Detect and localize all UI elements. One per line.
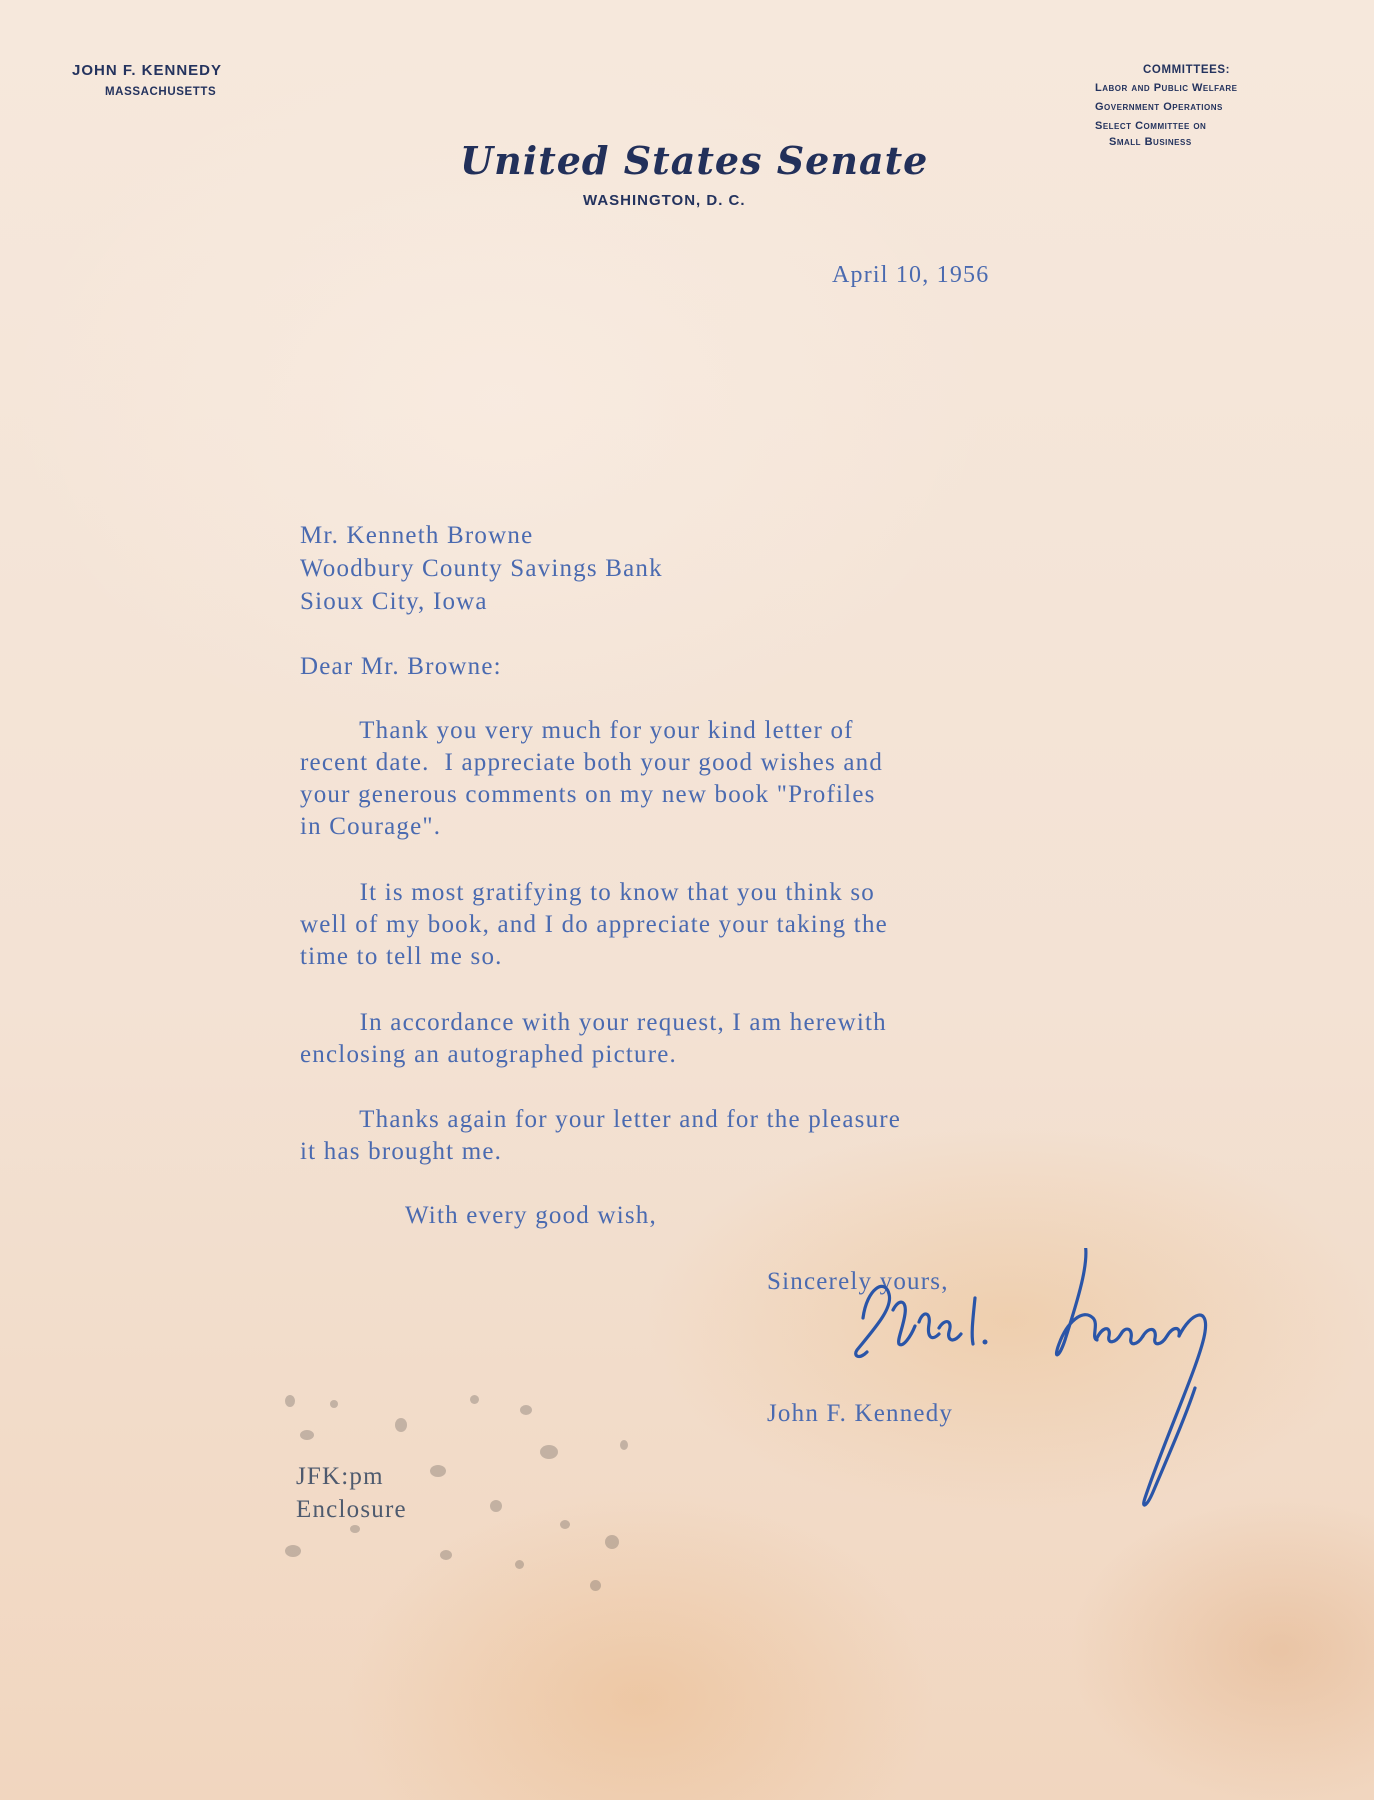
body-line: In accordance with your request, I am herewith: [300, 1009, 887, 1036]
body-line: well of my book, and I do appreciate your taking the: [300, 911, 888, 938]
body-line: Thank you very much for your kind letter of: [300, 717, 854, 744]
body-line: time to tell me so.: [300, 943, 503, 970]
complimentary-close: Sincerely yours,: [767, 1268, 949, 1295]
sender-state: MASSACHUSETTS: [105, 86, 217, 98]
committee-item: Small Business: [1109, 136, 1192, 148]
recipient-organization: Woodbury County Savings Bank: [300, 555, 663, 582]
reference-initials: JFK:pm: [296, 1463, 384, 1490]
body-line: your generous comments on my new book "Profiles: [300, 781, 876, 808]
committees-title: COMMITTEES:: [1143, 64, 1231, 76]
committee-item: Labor and Public Welfare: [1095, 82, 1238, 94]
institution-title: United States Senate: [460, 138, 929, 183]
typed-signer-name: John F. Kennedy: [767, 1400, 954, 1427]
enclosure-notation: Enclosure: [296, 1496, 407, 1523]
committee-item: Select Committee on: [1095, 120, 1207, 132]
salutation: Dear Mr. Browne:: [300, 653, 502, 680]
handwritten-signature: [845, 1248, 1225, 1508]
sender-name: JOHN F. KENNEDY: [72, 62, 223, 79]
letterhead-city: WASHINGTON, D. C.: [583, 192, 746, 209]
body-line: Thanks again for your letter and for the pleasure: [300, 1106, 902, 1133]
recipient-name: Mr. Kenneth Browne: [300, 522, 534, 549]
body-line: recent date. I appreciate both your good wishes and: [300, 749, 884, 776]
closing-line: With every good wish,: [405, 1202, 657, 1229]
body-line: in Courage".: [300, 813, 442, 840]
recipient-city: Sioux City, Iowa: [300, 588, 488, 615]
body-line: enclosing an autographed picture.: [300, 1041, 677, 1068]
body-line: It is most gratifying to know that you think so: [300, 879, 876, 906]
committee-item: Government Operations: [1095, 101, 1223, 113]
letter-date: April 10, 1956: [832, 262, 990, 288]
body-line: it has brought me.: [300, 1138, 503, 1165]
